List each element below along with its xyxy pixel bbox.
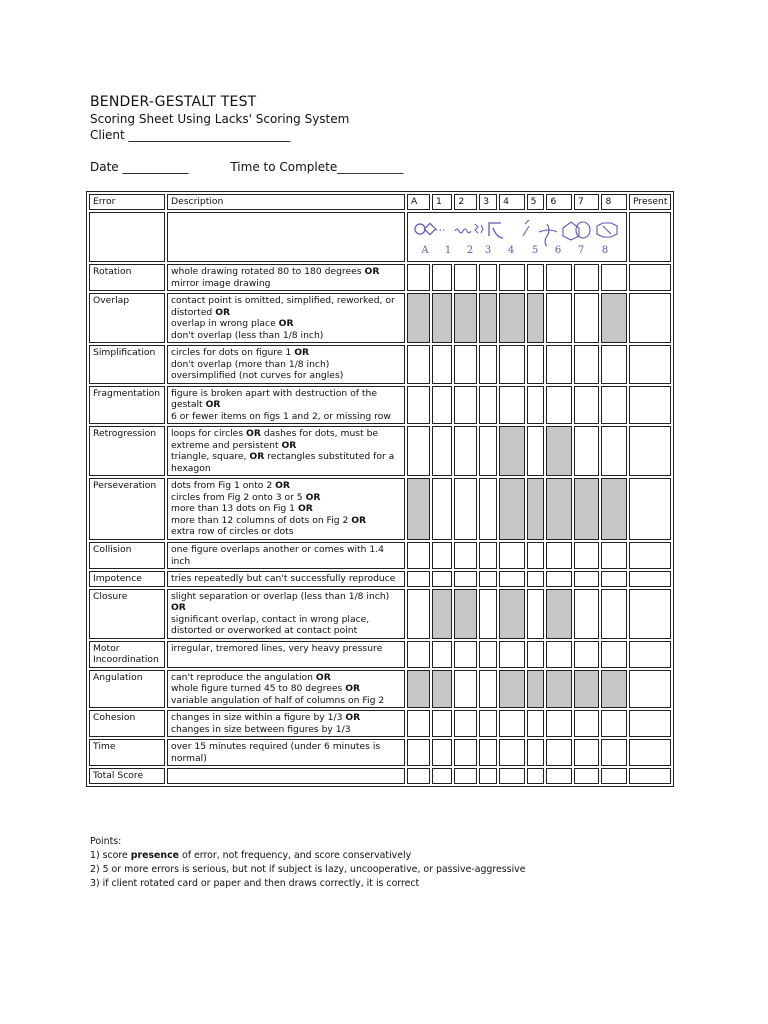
error-row bbox=[89, 293, 671, 343]
desc-text: 1) score bbox=[90, 850, 131, 861]
desc-text: more than 12 columns of dots on Fig 2 bbox=[171, 514, 352, 526]
score-cell-fig-6[interactable] bbox=[546, 345, 572, 384]
bold-or: OR bbox=[249, 451, 265, 462]
desc-text: dashes for dots, must be extreme and persistent bbox=[171, 428, 379, 451]
score-cell-fig-A[interactable] bbox=[407, 641, 430, 668]
points-item bbox=[90, 849, 526, 863]
score-cell-fig-5[interactable] bbox=[527, 768, 545, 784]
score-cell-fig-3[interactable] bbox=[479, 670, 497, 709]
score-cell-fig-2[interactable] bbox=[454, 768, 477, 784]
score-cell-fig-A[interactable] bbox=[407, 571, 430, 587]
error-name: Cohesion bbox=[89, 710, 165, 737]
score-cell-fig-7[interactable] bbox=[574, 768, 600, 784]
score-cell-fig-A[interactable] bbox=[407, 589, 430, 639]
score-cell-fig-8[interactable] bbox=[601, 345, 627, 384]
error-name: Time bbox=[89, 739, 165, 766]
column-header: 2 bbox=[454, 194, 477, 210]
score-cell-fig-4[interactable] bbox=[499, 641, 525, 668]
score-cell-fig-6[interactable] bbox=[546, 293, 572, 343]
error-name: Closure bbox=[89, 589, 165, 639]
score-cell-fig-3[interactable] bbox=[479, 571, 497, 587]
bold-or: OR bbox=[297, 503, 313, 514]
score-cell-fig-A[interactable] bbox=[407, 478, 430, 540]
score-cell-fig-3[interactable] bbox=[479, 426, 497, 476]
error-name: Collision bbox=[89, 542, 165, 569]
present-cell[interactable] bbox=[629, 542, 671, 569]
error-name: Impotence bbox=[89, 571, 165, 587]
present-cell[interactable] bbox=[629, 710, 671, 737]
scoring-table-body bbox=[89, 194, 671, 784]
score-cell-fig-5[interactable] bbox=[527, 264, 545, 291]
score-cell-fig-1[interactable] bbox=[432, 542, 452, 569]
error-row bbox=[89, 542, 671, 569]
error-description bbox=[167, 710, 405, 737]
blank-cell bbox=[89, 212, 165, 263]
score-cell-fig-1[interactable] bbox=[432, 641, 452, 668]
score-cell-fig-5[interactable] bbox=[527, 641, 545, 668]
column-header: A bbox=[407, 194, 430, 210]
bold-or: OR bbox=[281, 439, 297, 451]
present-cell[interactable] bbox=[629, 670, 671, 709]
column-header: 4 bbox=[499, 194, 525, 210]
figure-label: 7 bbox=[577, 244, 585, 256]
bold-or: OR bbox=[215, 306, 231, 318]
desc-text: irregular, tremored lines, very heavy pressure bbox=[171, 642, 383, 654]
column-header: 7 bbox=[574, 194, 600, 210]
desc-text: can't reproduce the angulation bbox=[171, 671, 316, 683]
points-list bbox=[90, 849, 526, 891]
score-cell-fig-5[interactable] bbox=[527, 710, 545, 737]
present-cell[interactable] bbox=[629, 768, 671, 784]
bold-or: OR bbox=[275, 480, 290, 491]
desc-text: tries repeatedly but can't successfully reproduce bbox=[171, 573, 396, 584]
desc-text: 3) if client rotated card or paper and then draws correctly, it is correct bbox=[90, 878, 420, 889]
score-cell-fig-7[interactable] bbox=[574, 571, 600, 587]
error-description bbox=[167, 589, 405, 639]
score-cell-fig-A[interactable] bbox=[407, 293, 430, 343]
score-cell-fig-2[interactable] bbox=[454, 478, 477, 540]
score-cell-fig-A[interactable] bbox=[407, 542, 430, 569]
error-name: Retrogression bbox=[89, 426, 165, 476]
score-cell-fig-1[interactable] bbox=[432, 264, 452, 291]
score-cell-fig-1[interactable] bbox=[432, 478, 452, 540]
figure-label: 4 bbox=[507, 244, 515, 256]
error-description bbox=[167, 768, 405, 784]
present-cell[interactable] bbox=[629, 293, 671, 343]
score-cell-fig-6[interactable] bbox=[546, 670, 572, 709]
desc-text: circles from Fig 2 onto 3 or 5 bbox=[171, 491, 306, 503]
error-name: Angulation bbox=[89, 670, 165, 709]
desc-text: 2) 5 or more errors is serious, but not if subject is lazy, uncooperative, or passive-aggressive bbox=[90, 864, 526, 875]
error-description bbox=[167, 478, 405, 540]
score-cell-fig-1[interactable] bbox=[432, 589, 452, 639]
score-cell-fig-A[interactable] bbox=[407, 345, 430, 384]
score-cell-fig-3[interactable] bbox=[479, 386, 497, 425]
header-row bbox=[89, 194, 671, 210]
score-cell-fig-A[interactable] bbox=[407, 739, 430, 766]
score-cell-fig-5[interactable] bbox=[527, 386, 545, 425]
score-cell-fig-7[interactable] bbox=[574, 739, 600, 766]
score-cell-fig-6[interactable] bbox=[546, 426, 572, 476]
points-item bbox=[90, 877, 526, 891]
points-heading: Points: bbox=[90, 836, 122, 847]
column-header: 6 bbox=[546, 194, 572, 210]
score-cell-fig-3[interactable] bbox=[479, 345, 497, 384]
score-cell-fig-A[interactable] bbox=[407, 264, 430, 291]
score-cell-fig-3[interactable] bbox=[479, 739, 497, 766]
score-cell-fig-4[interactable] bbox=[499, 670, 525, 709]
desc-text: extra row of circles or dots bbox=[171, 526, 294, 537]
desc-text: rectangles substituted for a hexagon bbox=[171, 451, 395, 474]
score-cell-fig-1[interactable] bbox=[432, 293, 452, 343]
score-cell-fig-8[interactable] bbox=[601, 478, 627, 540]
score-cell-fig-8[interactable] bbox=[601, 426, 627, 476]
score-cell-fig-3[interactable] bbox=[479, 478, 497, 540]
desc-text: mirror image drawing bbox=[171, 277, 271, 289]
score-cell-fig-3[interactable] bbox=[479, 710, 497, 737]
score-cell-fig-2[interactable] bbox=[454, 571, 477, 587]
present-cell[interactable] bbox=[629, 386, 671, 425]
score-cell-fig-6[interactable] bbox=[546, 571, 572, 587]
desc-text: over 15 minutes required (under 6 minutes is normal) bbox=[171, 741, 381, 764]
score-cell-fig-1[interactable] bbox=[432, 670, 452, 709]
desc-text: changes in size within a figure by 1/3 bbox=[171, 712, 346, 723]
bold-or: OR bbox=[294, 347, 310, 358]
error-row bbox=[89, 571, 671, 587]
bold-or: OR bbox=[364, 266, 380, 277]
score-cell-fig-4[interactable] bbox=[499, 264, 525, 291]
error-description bbox=[167, 571, 405, 587]
error-description bbox=[167, 739, 405, 766]
bold-or: OR bbox=[171, 602, 186, 613]
points-notes bbox=[90, 835, 526, 891]
desc-text: slight separation or overlap (less than 1/8 inch) bbox=[171, 590, 390, 602]
score-cell-fig-4[interactable] bbox=[499, 739, 525, 766]
error-name: Overlap bbox=[89, 293, 165, 343]
figure-strip-cell bbox=[407, 212, 627, 263]
score-cell-fig-2[interactable] bbox=[454, 670, 477, 709]
present-cell[interactable] bbox=[629, 212, 671, 263]
error-row bbox=[89, 589, 671, 639]
bold-or: OR bbox=[345, 683, 361, 694]
present-cell[interactable] bbox=[629, 739, 671, 766]
time-to-complete-field: Time to Complete___________ bbox=[230, 160, 404, 174]
score-cell-fig-5[interactable] bbox=[527, 739, 545, 766]
desc-text: circles for dots on figure 1 bbox=[171, 347, 295, 358]
error-description bbox=[167, 542, 405, 569]
desc-text: one figure overlaps another or comes with 1.4 inch bbox=[171, 544, 384, 567]
score-cell-fig-7[interactable] bbox=[574, 710, 600, 737]
bender-figures-illustration bbox=[411, 214, 623, 257]
error-name: Fragmentation bbox=[89, 386, 165, 425]
error-row bbox=[89, 264, 671, 291]
bold-or: OR bbox=[315, 671, 331, 683]
bold-or: OR bbox=[351, 514, 367, 526]
score-cell-fig-A[interactable] bbox=[407, 426, 430, 476]
score-cell-fig-1[interactable] bbox=[432, 710, 452, 737]
score-cell-fig-3[interactable] bbox=[479, 542, 497, 569]
desc-text: don't overlap (less than 1/8 inch) bbox=[171, 329, 324, 341]
score-cell-fig-1[interactable] bbox=[432, 386, 452, 425]
score-cell-fig-8[interactable] bbox=[601, 641, 627, 668]
score-cell-fig-4[interactable] bbox=[499, 571, 525, 587]
desc-text: don't overlap (more than 1/8 inch) bbox=[171, 358, 330, 370]
score-cell-fig-4[interactable] bbox=[499, 542, 525, 569]
scoring-table bbox=[86, 191, 674, 787]
present-cell[interactable] bbox=[629, 571, 671, 587]
error-description bbox=[167, 386, 405, 425]
score-cell-fig-3[interactable] bbox=[479, 293, 497, 343]
column-header: 3 bbox=[479, 194, 497, 210]
column-header: Error bbox=[89, 194, 165, 210]
score-cell-fig-7[interactable] bbox=[574, 478, 600, 540]
column-header: Present bbox=[629, 194, 671, 210]
score-cell-fig-2[interactable] bbox=[454, 739, 477, 766]
score-cell-fig-1[interactable] bbox=[432, 345, 452, 384]
score-cell-fig-6[interactable] bbox=[546, 768, 572, 784]
score-cell-fig-8[interactable] bbox=[601, 670, 627, 709]
column-header: 1 bbox=[432, 194, 452, 210]
figure-label: 5 bbox=[531, 244, 539, 256]
column-header: 8 bbox=[601, 194, 627, 210]
desc-text: of error, not frequency, and score conservatively bbox=[179, 850, 412, 861]
score-cell-fig-2[interactable] bbox=[454, 293, 477, 343]
error-row bbox=[89, 670, 671, 709]
desc-text: whole figure turned 45 to 80 degrees bbox=[171, 683, 346, 694]
present-cell[interactable] bbox=[629, 589, 671, 639]
error-description bbox=[167, 293, 405, 343]
score-cell-fig-7[interactable] bbox=[574, 589, 600, 639]
date-field: Date ___________ bbox=[90, 160, 189, 174]
present-cell[interactable] bbox=[629, 345, 671, 384]
score-cell-fig-7[interactable] bbox=[574, 293, 600, 343]
score-cell-fig-1[interactable] bbox=[432, 768, 452, 784]
client-field: Client ___________________________ bbox=[90, 128, 291, 142]
error-name: Rotation bbox=[89, 264, 165, 291]
desc-text: significant overlap, contact in wrong place, distorted or overworked at contact point bbox=[171, 613, 370, 636]
points-item bbox=[90, 863, 526, 877]
score-cell-fig-2[interactable] bbox=[454, 542, 477, 569]
figures-row bbox=[89, 212, 671, 263]
column-header: Description bbox=[167, 194, 405, 210]
date-time-row bbox=[90, 160, 403, 174]
present-cell[interactable] bbox=[629, 478, 671, 540]
error-description bbox=[167, 641, 405, 668]
page-header bbox=[90, 93, 349, 143]
score-cell-fig-3[interactable] bbox=[479, 768, 497, 784]
score-cell-fig-7[interactable] bbox=[574, 345, 600, 384]
score-cell-fig-A[interactable] bbox=[407, 768, 430, 784]
score-cell-fig-A[interactable] bbox=[407, 670, 430, 709]
score-cell-fig-8[interactable] bbox=[601, 542, 627, 569]
score-cell-fig-3[interactable] bbox=[479, 589, 497, 639]
page-subtitle: Scoring Sheet Using Lacks' Scoring System bbox=[90, 112, 350, 126]
score-cell-fig-4[interactable] bbox=[499, 768, 525, 784]
score-cell-fig-4[interactable] bbox=[499, 589, 525, 639]
score-cell-fig-8[interactable] bbox=[601, 264, 627, 291]
score-cell-fig-4[interactable] bbox=[499, 345, 525, 384]
present-cell[interactable] bbox=[629, 426, 671, 476]
score-cell-fig-4[interactable] bbox=[499, 293, 525, 343]
desc-text: dots from Fig 1 onto 2 bbox=[171, 480, 276, 491]
score-cell-fig-2[interactable] bbox=[454, 426, 477, 476]
error-row bbox=[89, 386, 671, 425]
score-cell-fig-6[interactable] bbox=[546, 710, 572, 737]
score-cell-fig-1[interactable] bbox=[432, 571, 452, 587]
score-cell-fig-4[interactable] bbox=[499, 710, 525, 737]
score-cell-fig-7[interactable] bbox=[574, 386, 600, 425]
score-cell-fig-6[interactable] bbox=[546, 478, 572, 540]
error-row bbox=[89, 478, 671, 540]
score-cell-fig-5[interactable] bbox=[527, 542, 545, 569]
bold-or: OR bbox=[246, 428, 261, 439]
score-cell-fig-7[interactable] bbox=[574, 264, 600, 291]
score-cell-fig-6[interactable] bbox=[546, 386, 572, 425]
present-cell[interactable] bbox=[629, 641, 671, 668]
score-cell-fig-8[interactable] bbox=[601, 739, 627, 766]
score-cell-fig-8[interactable] bbox=[601, 710, 627, 737]
score-cell-fig-6[interactable] bbox=[546, 542, 572, 569]
score-cell-fig-8[interactable] bbox=[601, 293, 627, 343]
desc-text: whole drawing rotated 80 to 180 degrees bbox=[171, 266, 365, 277]
desc-text: overlap in wrong place bbox=[171, 318, 279, 329]
error-description bbox=[167, 670, 405, 709]
score-cell-fig-5[interactable] bbox=[527, 426, 545, 476]
score-cell-fig-7[interactable] bbox=[574, 542, 600, 569]
score-cell-fig-2[interactable] bbox=[454, 710, 477, 737]
bold-or: OR bbox=[345, 712, 361, 723]
score-cell-fig-4[interactable] bbox=[499, 426, 525, 476]
score-cell-fig-7[interactable] bbox=[574, 426, 600, 476]
score-cell-fig-5[interactable] bbox=[527, 571, 545, 587]
score-cell-fig-2[interactable] bbox=[454, 589, 477, 639]
score-cell-fig-5[interactable] bbox=[527, 293, 545, 343]
error-name: Total Score bbox=[89, 768, 165, 784]
score-cell-fig-A[interactable] bbox=[407, 386, 430, 425]
score-cell-fig-5[interactable] bbox=[527, 345, 545, 384]
desc-text: contact point is omitted, simplified, reworked, or distorted bbox=[171, 295, 395, 318]
page-title: BENDER-GESTALT TEST bbox=[90, 94, 257, 110]
desc-text: changes in size between figures by 1/3 bbox=[171, 723, 351, 735]
score-cell-fig-5[interactable] bbox=[527, 670, 545, 709]
score-cell-fig-4[interactable] bbox=[499, 386, 525, 425]
score-cell-fig-A[interactable] bbox=[407, 710, 430, 737]
bold-or: OR bbox=[278, 318, 294, 329]
desc-text: more than 13 dots on Fig 1 bbox=[171, 503, 298, 514]
error-name: Perseveration bbox=[89, 478, 165, 540]
bold-or: presence bbox=[130, 850, 180, 861]
score-cell-fig-6[interactable] bbox=[546, 641, 572, 668]
desc-text: triangle, square, bbox=[171, 451, 250, 462]
score-cell-fig-1[interactable] bbox=[432, 739, 452, 766]
score-cell-fig-7[interactable] bbox=[574, 670, 600, 709]
bold-or: OR bbox=[205, 399, 221, 410]
desc-text: variable angulation of half of columns on Fig 2 bbox=[171, 694, 385, 706]
score-cell-fig-8[interactable] bbox=[601, 571, 627, 587]
error-description bbox=[167, 264, 405, 291]
column-header: 5 bbox=[527, 194, 545, 210]
score-cell-fig-4[interactable] bbox=[499, 478, 525, 540]
score-cell-fig-8[interactable] bbox=[601, 768, 627, 784]
score-cell-fig-8[interactable] bbox=[601, 589, 627, 639]
score-cell-fig-6[interactable] bbox=[546, 739, 572, 766]
error-row bbox=[89, 710, 671, 737]
error-row bbox=[89, 739, 671, 766]
score-cell-fig-6[interactable] bbox=[546, 589, 572, 639]
desc-text: 6 or fewer items on figs 1 and 2, or missing row bbox=[171, 410, 391, 422]
score-cell-fig-2[interactable] bbox=[454, 264, 477, 291]
present-cell[interactable] bbox=[629, 264, 671, 291]
figure-label: 3 bbox=[484, 244, 492, 256]
desc-text: oversimplified (not curves for angles) bbox=[171, 370, 344, 381]
error-description bbox=[167, 345, 405, 384]
figure-label: 6 bbox=[554, 244, 562, 256]
score-cell-fig-6[interactable] bbox=[546, 264, 572, 291]
desc-text: loops for circles bbox=[171, 428, 247, 439]
score-cell-fig-2[interactable] bbox=[454, 386, 477, 425]
desc-text: figure is broken apart with destruction of the gestalt bbox=[171, 387, 377, 410]
score-cell-fig-3[interactable] bbox=[479, 641, 497, 668]
error-name: Simplification bbox=[89, 345, 165, 384]
figure-label: 1 bbox=[444, 244, 452, 256]
score-cell-fig-2[interactable] bbox=[454, 345, 477, 384]
error-row bbox=[89, 641, 671, 668]
score-cell-fig-7[interactable] bbox=[574, 641, 600, 668]
score-cell-fig-1[interactable] bbox=[432, 426, 452, 476]
figure-label: A bbox=[421, 244, 429, 256]
blank-cell bbox=[167, 212, 405, 263]
error-name: Motor Incoordination bbox=[89, 641, 165, 668]
score-cell-fig-5[interactable] bbox=[527, 478, 545, 540]
figure-label: 8 bbox=[601, 244, 609, 256]
error-description bbox=[167, 426, 405, 476]
score-cell-fig-3[interactable] bbox=[479, 264, 497, 291]
error-row bbox=[89, 768, 671, 784]
score-cell-fig-2[interactable] bbox=[454, 641, 477, 668]
error-row bbox=[89, 345, 671, 384]
score-cell-fig-8[interactable] bbox=[601, 386, 627, 425]
bold-or: OR bbox=[305, 491, 321, 503]
error-row bbox=[89, 426, 671, 476]
score-cell-fig-5[interactable] bbox=[527, 589, 545, 639]
figure-label: 2 bbox=[466, 244, 474, 256]
